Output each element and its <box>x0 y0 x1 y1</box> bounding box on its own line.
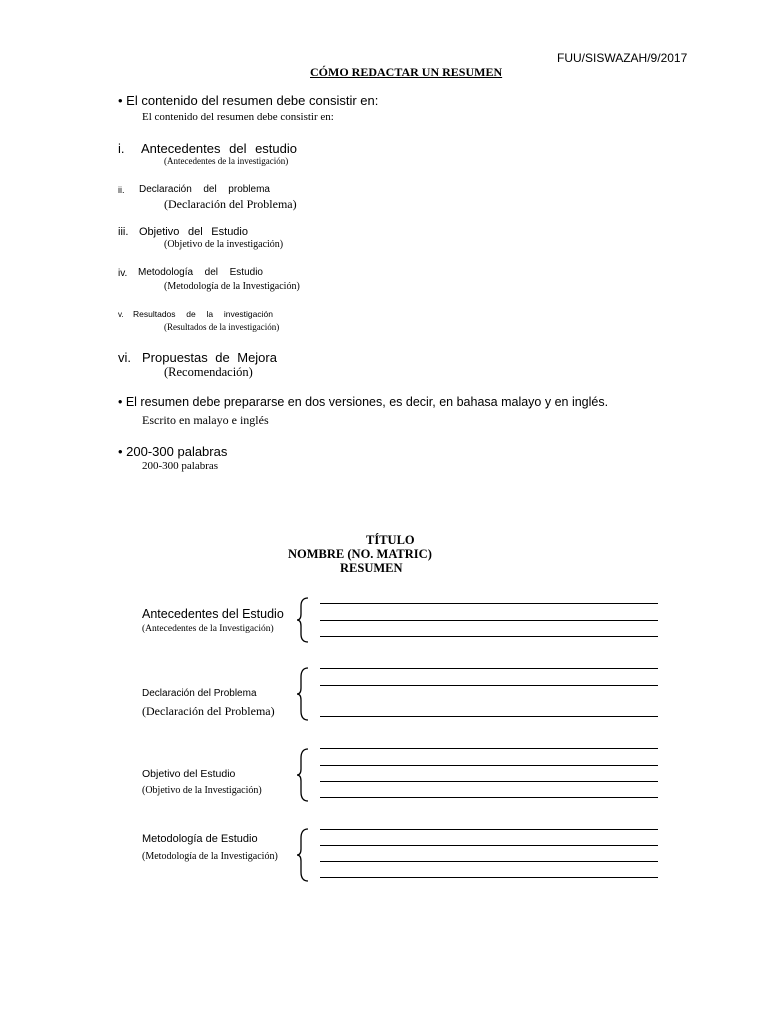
item-word: de <box>215 350 230 365</box>
answer-line[interactable] <box>320 603 658 604</box>
intro-note: El contenido del resumen debe consistir en: <box>142 111 334 123</box>
item-word: del <box>203 184 217 195</box>
section-label: Antecedentes del Estudio <box>142 607 284 621</box>
item-heading <box>133 309 273 319</box>
item-note: (Declaración del Problema) <box>164 197 297 211</box>
versions-bullet: • El resumen debe prepararse en dos versiones, es decir, en bahasa malayo y en inglés. <box>118 395 609 409</box>
item-note: (Resultados de la investigación) <box>164 322 280 332</box>
item-word: Mejora <box>237 350 277 365</box>
answer-line[interactable] <box>320 620 658 621</box>
section-label: Objetivo del Estudio <box>142 768 236 780</box>
section-note: (Objetivo de la Investigación) <box>142 785 262 796</box>
left-brace-icon <box>296 748 310 802</box>
word-count-bullet: • 200-300 palabras <box>118 444 228 459</box>
answer-line[interactable] <box>320 877 658 878</box>
item-number: iii. <box>118 226 129 238</box>
item-word: Resultados <box>133 309 176 319</box>
item-heading <box>139 184 270 195</box>
item-word: Estudio <box>211 226 248 238</box>
left-brace-icon <box>296 597 310 643</box>
item-note: (Antecedentes de la investigación) <box>164 156 289 166</box>
section-note: (Metodología de la Investigación) <box>142 851 278 862</box>
versions-note: Escrito en malayo e inglés <box>142 413 269 427</box>
item-heading <box>141 141 297 156</box>
item-word: Antecedentes <box>141 141 221 156</box>
answer-line[interactable] <box>320 636 658 637</box>
template-summary-heading: RESUMEN <box>340 561 403 575</box>
item-heading <box>142 350 277 365</box>
item-number: i. <box>118 141 125 156</box>
item-word: la <box>206 309 214 319</box>
template-name: NOMBRE (NO. MATRIC) <box>288 547 432 561</box>
answer-line[interactable] <box>320 829 658 830</box>
document-title: CÓMO REDACTAR UN RESUMEN <box>310 65 503 79</box>
section-label: Metodología de Estudio <box>142 833 258 845</box>
template-title: TÍTULO <box>366 533 415 547</box>
answer-line[interactable] <box>320 797 658 798</box>
answer-line[interactable] <box>320 716 658 717</box>
answer-line[interactable] <box>320 748 658 749</box>
intro-bullet: • El contenido del resumen debe consistir en: <box>118 93 379 108</box>
item-note: (Objetivo de la investigación) <box>164 239 284 250</box>
item-word: Propuestas <box>142 350 208 365</box>
item-number: iv. <box>118 268 128 279</box>
answer-line[interactable] <box>320 765 658 766</box>
item-note: (Metodología de la Investigación) <box>164 281 300 292</box>
item-word: Objetivo <box>139 226 180 238</box>
answer-line[interactable] <box>320 668 658 669</box>
item-number: vi. <box>118 350 131 365</box>
answer-line[interactable] <box>320 845 658 846</box>
item-number: ii. <box>118 185 125 195</box>
section-note: (Antecedentes de la Investigación) <box>142 624 274 634</box>
item-word: de <box>186 309 196 319</box>
document-code: FUU/SISWAZAH/9/2017 <box>557 51 688 65</box>
answer-line[interactable] <box>320 861 658 862</box>
item-number: v. <box>118 310 124 319</box>
left-brace-icon <box>296 828 310 882</box>
item-word: Metodología <box>138 267 194 278</box>
item-note: (Recomendación) <box>164 365 253 379</box>
item-heading <box>139 226 248 238</box>
section-label: Declaración del Problema <box>142 688 257 699</box>
item-word: estudio <box>255 141 297 156</box>
item-word: Declaración <box>139 184 192 195</box>
answer-line[interactable] <box>320 685 658 686</box>
item-word: del <box>187 226 203 238</box>
item-word: investigación <box>223 309 273 319</box>
left-brace-icon <box>296 667 310 721</box>
item-word: problema <box>228 184 270 195</box>
answer-line[interactable] <box>320 781 658 782</box>
item-word: del <box>204 267 219 278</box>
section-note: (Declaración del Problema) <box>142 704 275 718</box>
item-word: Estudio <box>229 267 263 278</box>
word-count-note: 200-300 palabras <box>142 460 219 472</box>
item-heading <box>138 267 263 278</box>
item-word: del <box>229 141 247 156</box>
